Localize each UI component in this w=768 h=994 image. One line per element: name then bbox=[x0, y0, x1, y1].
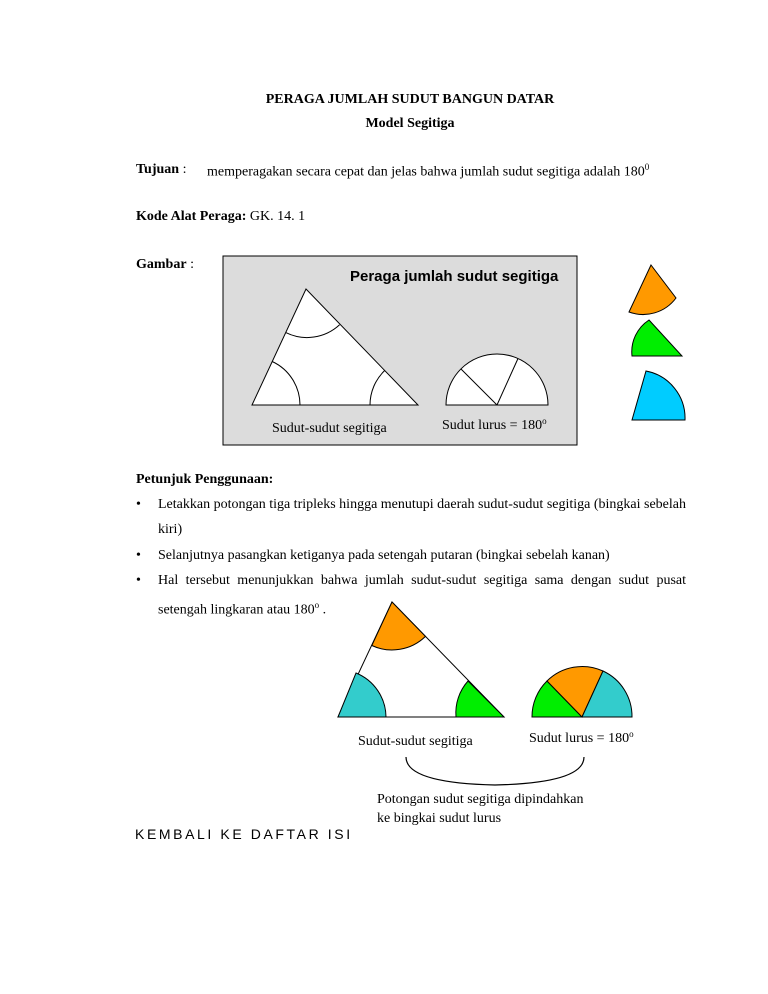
kode-value: GK. 14. 1 bbox=[249, 209, 306, 224]
tujuan-sep: : bbox=[182, 162, 187, 177]
back-to-toc-link[interactable]: KEMBALI KE DAFTAR ISI bbox=[135, 826, 353, 842]
list-item: • Hal tersebut menunjukkan bahwa jumlah sudut-sudut segitiga sama dengan sudut pusat setengah lingkaran atau 180$^o$ . bbox=[136, 573, 686, 618]
page-title: PERAGA JUMLAH SUDUT BANGUN DATAR bbox=[265, 92, 555, 107]
tujuan-label: Tujuan bbox=[136, 162, 180, 177]
connector-curve bbox=[406, 757, 584, 785]
tujuan-text: memperagakan secara cepat dan jelas bahwa jumlah sudut segitiga adalah 180 bbox=[207, 164, 645, 180]
figure2-note-line1: Potongan sudut segitiga dipindahkan bbox=[377, 792, 584, 807]
petunjuk-item-3-tail: . bbox=[319, 602, 327, 618]
petunjuk-list bbox=[136, 492, 686, 623]
cyan-angle-piece bbox=[632, 371, 685, 420]
page-subtitle: Model Segitiga bbox=[365, 116, 455, 131]
green-angle-piece bbox=[632, 320, 682, 356]
figure1-caption-left: Sudut-sudut segitiga bbox=[272, 421, 387, 436]
figure2-note-line2: ke bingkai sudut lurus bbox=[377, 811, 502, 826]
figure2-caption-right-text: Sudut lurus = 180 bbox=[529, 731, 630, 746]
figure2-caption-left: Sudut-sudut segitiga bbox=[358, 734, 473, 749]
figure1-caption-right-text: Sudut lurus = 180 bbox=[442, 418, 543, 433]
figure2-note bbox=[377, 790, 583, 828]
figure1-caption-right bbox=[442, 416, 547, 433]
gambar-label: Gambar bbox=[136, 257, 187, 272]
figure2-caption-right-sup: o bbox=[629, 729, 634, 739]
tujuan-superscript: 0 bbox=[644, 162, 650, 172]
petunjuk-item-1: Letakkan potongan tiga tripleks hingga menutupi daerah sudut-sudut segitiga (bingkai sebelah kiri) bbox=[158, 497, 686, 537]
figure2-semicircle bbox=[532, 666, 632, 717]
petunjuk-item-3: Hal tersebut menunjukkan bahwa jumlah sudut-sudut segitiga sama dengan sudut pusat setengah lingkaran atau 180 bbox=[158, 573, 686, 618]
orange-angle-piece bbox=[629, 265, 676, 315]
figure2-caption-right bbox=[529, 729, 634, 746]
petunjuk-item-3-sup: o bbox=[314, 600, 320, 610]
figure1-caption-right-sup: o bbox=[542, 416, 547, 426]
gambar-sep: : bbox=[190, 257, 194, 272]
list-item: • Letakkan potongan tiga tripleks hingga menutupi daerah sudut-sudut segitiga (bingkai sebelah kiri) bbox=[136, 497, 686, 537]
figure1-title: Peraga jumlah sudut segitiga bbox=[350, 268, 559, 285]
kode-label: Kode Alat Peraga: bbox=[136, 209, 247, 224]
petunjuk-heading: Petunjuk Penggunaan: bbox=[136, 472, 274, 487]
petunjuk-item-2: Selanjutnya pasangkan ketiganya pada setengah putaran (bingkai sebelah kanan) bbox=[158, 548, 610, 563]
list-item: • Selanjutnya pasangkan ketiganya pada setengah putaran (bingkai sebelah kanan) bbox=[136, 548, 610, 563]
